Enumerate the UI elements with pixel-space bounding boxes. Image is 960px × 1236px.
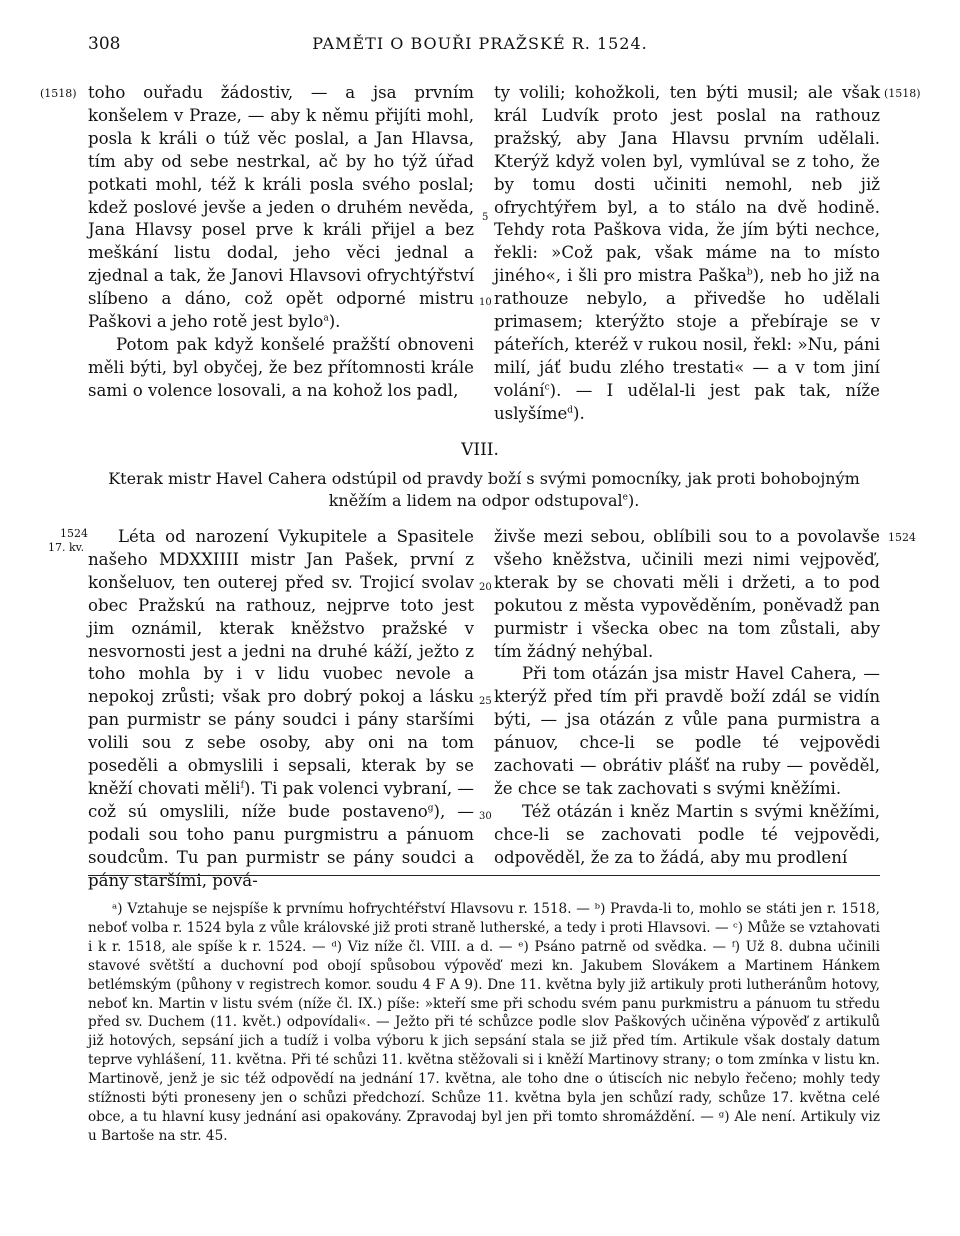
column-left-bottom (88, 526, 474, 893)
text-span: Léta od narození Vykupitele a Spasitele našeho MDXXIIII mistr Jan Pašek, první z konšeluov, ten outerej před sv. Trojicí svolav obec Pražskú na rathouz, nejprve toto jest jim oznámil, kterak kněžstvo pražské v nesvornosti jest a jedni na druhé káží, ježto z toho mohla by i v lidu vuobec nevole a nepokoj zrůsti; však pro dobrý pokoj a lásku pan purmistr se pány soudci i pány staršími volili sou z sebe osoby, aby oni na tom poseděli a obmyslili i sepsali, kterak by se kněží chovati měli (88, 527, 474, 798)
text-span: ). (328, 312, 341, 332)
footnote-ref-a: a (323, 313, 329, 324)
paragraph: Při tom otázán jsa mistr Havel Cahera, — kterýž před tím při pravdě boží zdál se vidín býti, — jsa otázán z vůle pana purmistra a pánuov, chce-li se podle té vejpovědi zachovati — obrátiv plášť na ruby — pověděl, že chce se tak zachovati s svými kněžími. (494, 664, 880, 798)
footnote-ref-d: d (567, 405, 574, 416)
margin-year-left: (1518) (40, 87, 77, 100)
footnote-ref-b: b (746, 267, 753, 278)
footnote-ref-f: f (240, 780, 244, 791)
footnote-ref-g: g (427, 803, 434, 814)
text-span: ). (627, 491, 640, 510)
text-span: ty volili; kohožkoli, ten býti musil; ale však král Ludvík proto jest poslal na rathouz pražský, aby Jana Hlavsu prvním udělali. Kterýž když volen byl, vymlúval se z toho, že by tomu dosti učiniti nemohl, neb již ofrychtýřem byl, a to stálo na dvě hodině. Tehdy rota Paškova vida, že jím býti nechce, řekli: »Což pak, však máme na to místo jiného«, i šli pro mistra Paška (494, 83, 880, 286)
text-span: ). (573, 403, 585, 423)
footnote-ref-c: c (544, 382, 550, 393)
line-number-25: 25 (479, 696, 492, 707)
paragraph (88, 82, 474, 334)
paragraph (88, 526, 474, 893)
text-span: toho ouřadu žádostiv, — a jsa prvním konšelem v Praze, — aby k němu přijíti mohl, posla k králi o túž věc poslal, a Jan Hlavsa, tím aby od sebe nestrkal, ač by ho týž úřad potkati mohl, též k králi posla svého poslal; kdež poslové jevše a jeden o druhém nevěda, Jana Hlavsy posel prve k králi přijel a bez meškání listu dodal, jeho věci jednal a zjednal a tak, že Janovi Hlavsovi ofrychtýřství slíbeno a dáno, což opět odporné mistru Paškovi a jeho rotě jest bylo (88, 83, 474, 332)
section-title (88, 468, 880, 512)
column-right-top (494, 82, 880, 426)
line-number-10: 10 (479, 297, 492, 308)
margin-year-right: (1518) (884, 87, 921, 100)
paragraph: živše mezi sebou, oblíbili sou to a povolavše všeho kněžstva, učinili mezi nimi vejpověď, kterak by se chovati měli i držeti, a to pod pokutou z města vypověděním, poněvadž pan purmistr i všecka obec na tom zůstali, aby tím žádný nehýbal. (494, 527, 880, 661)
line-number-20: 20 (479, 582, 492, 593)
text-span: ). Ti pak volenci vybraní, — což sú omyslili, níže bude postaveno (88, 778, 475, 821)
page-number: 308 (88, 34, 121, 54)
margin-year-right-section: 1524 (888, 531, 916, 544)
margin-date-left-section: 17. kv. (48, 541, 85, 554)
footnote-text: ᵃ) Vztahuje se nejspíše k prvnímu hofrychtéřství Hlavsovu r. 1518. — ᵇ) Pravda-li to, mohlo se státi jen r. 1518, neboť volba r. 1524 byla z vůle královské již proti straně lutherské, a tedy i proti Hlavsovi. — ᶜ) Může se vztahovati i k r. 1518, ale spíše k r. 1524. — ᵈ) Viz níže čl. VIII. a d. — ᵉ) Psáno patrně od svědka. — ᶠ) Už 8. dubna učinili stavové světští a duchovní pod obojí spůsobou výpověď mezi kn. Jakubem Slovákem a Martinem Hánkem betlémským (půhony v registrech komor. soudu 4 F A 9). Dne 11. května byly již artikuly proti lutheránům hotovy, neboť kn. Martin v listu svém (níže čl. IX.) píše: »kteří sme při schodu svém panu purkmistru a pánuom tu středu před sv. Duchem (11. květ.) odpovídali«. — Ježto při té schůzce podle slov Paškových učiněna výpověď z artikulů již hotových, sepsání jich a tudíž i volba výboru k jich sepsání stala se již před tím. Artikule však dostaly datum teprve vyhlášení, 11. května. Při té schůzi 11. května stěžovali si i kněží Martinovy strany; o tom zmínka v listu kn. Martinově, jenž je sic též odpovědí na jednání 17. května, ale toho dne o útiscích nic nebylo řečeno; mohly tedy stížnosti býti proneseny jen o schůzi předchozí. Schůze 11. května byla jen schůzí rady, schůze 17. května celé obce, a tu hlavní kusy jednání asi opakovány. Zpravodaj byl jen při tomto shromáždění. — ᵍ) Ale není. Artikuly viz u Bartoše na str. 45. (88, 901, 880, 1144)
text-span: ). — I udělal-li jest pak tak, níže uslyšíme (494, 380, 880, 423)
running-title: PAMĚTI O BOUŘI PRAŽSKÉ R. 1524. (312, 34, 648, 53)
column-left-top (88, 82, 474, 403)
column-right-bottom (494, 526, 880, 870)
section-number: VIII. (461, 440, 499, 460)
paragraph (494, 82, 880, 426)
paragraph: Též otázán i kněz Martin s svými kněžími, chce-li se zachovati podle té vejpovědi, odpověděl, že za to žádá, aby mu prodlení (494, 801, 880, 867)
page-header (0, 34, 960, 58)
footnote-ref-e: e (622, 492, 628, 503)
footnote-divider (88, 875, 880, 876)
text-span: ), — podali sou toho panu purgmistru a pánuom soudcům. Tu pan purmistr se pány soudci a pány staršími, pová- (88, 801, 474, 890)
paragraph: Potom pak když konšelé pražští obnoveni měli býti, byl obyčej, že bez přítomnosti krále sami o volence losovali, a na kohož los padl, (88, 334, 474, 400)
line-number-30: 30 (479, 811, 492, 822)
footnotes (88, 900, 880, 1146)
line-number-5: 5 (482, 212, 489, 223)
text-span: ), neb ho již na rathouze nebylo, a přivedše ho udělali primasem; kterýžto stoje a přebíraje se v páteřích, kteréž v rukou nosil, řekl: »Nu, páni milí, jáť budu zlého trestati« — a v tom jiní volání (494, 266, 880, 400)
margin-year-left-section: 1524 (60, 527, 88, 540)
text-span: Kterak mistr Havel Cahera odstúpil od pravdy boží s svými pomocníky, jak proti bohobojným kněžím a lidem na odpor odstupoval (108, 469, 860, 510)
